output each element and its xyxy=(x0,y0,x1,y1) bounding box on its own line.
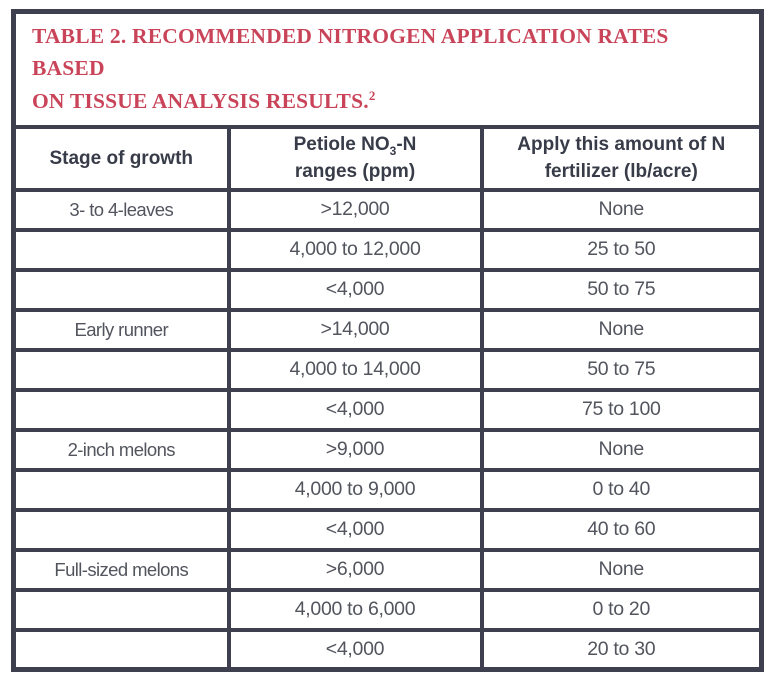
range-cell: >6,000 xyxy=(229,550,482,590)
table-title-line2: ON TISSUE ANALYSIS RESULTS. xyxy=(32,88,369,113)
table-row xyxy=(14,310,762,350)
apply-cell: 75 to 100 xyxy=(482,390,762,430)
range-cell: <4,000 xyxy=(229,270,482,310)
apply-cell: 20 to 30 xyxy=(482,630,762,670)
column-header-stage: Stage of growth xyxy=(14,127,229,190)
table-title xyxy=(14,12,762,127)
table-row xyxy=(14,230,762,270)
stage-cell xyxy=(14,590,229,630)
table-row xyxy=(14,470,762,510)
range-cell: <4,000 xyxy=(229,630,482,670)
header-petiole-sub: 3 xyxy=(389,143,397,158)
apply-cell: None xyxy=(482,190,762,230)
table-row xyxy=(14,590,762,630)
range-cell: >12,000 xyxy=(229,190,482,230)
table-row xyxy=(14,350,762,390)
range-cell: <4,000 xyxy=(229,510,482,550)
range-cell: >9,000 xyxy=(229,430,482,470)
stage-cell xyxy=(14,510,229,550)
header-petiole-post: -N xyxy=(396,133,417,155)
table-row xyxy=(14,550,762,590)
range-cell: 4,000 to 14,000 xyxy=(229,350,482,390)
header-apply-line2: fertilizer (lb/acre) xyxy=(544,161,698,183)
range-cell: 4,000 to 9,000 xyxy=(229,470,482,510)
table-row xyxy=(14,630,762,670)
header-petiole-line2: ranges (ppm) xyxy=(294,161,416,183)
apply-cell: 25 to 50 xyxy=(482,230,762,270)
stage-cell xyxy=(14,390,229,430)
footnote-marker: 2 xyxy=(368,87,376,103)
table-title-row xyxy=(14,12,762,127)
column-header-petiole-range xyxy=(229,127,482,190)
apply-cell: 50 to 75 xyxy=(482,270,762,310)
range-cell: >14,000 xyxy=(229,310,482,350)
stage-cell xyxy=(14,270,229,310)
range-cell: 4,000 to 12,000 xyxy=(229,230,482,270)
table-row xyxy=(14,270,762,310)
stage-cell: 2-inch melons xyxy=(14,430,229,470)
stage-cell xyxy=(14,230,229,270)
stage-cell: 3- to 4-leaves xyxy=(14,190,229,230)
apply-cell: None xyxy=(482,430,762,470)
table-row xyxy=(14,190,762,230)
table-row xyxy=(14,390,762,430)
table-row xyxy=(14,510,762,550)
stage-cell: Early runner xyxy=(14,310,229,350)
range-cell: 4,000 to 6,000 xyxy=(229,590,482,630)
stage-cell xyxy=(14,470,229,510)
table-row xyxy=(14,430,762,470)
table-title-line1: TABLE 2. RECOMMENDED NITROGEN APPLICATION RATES BASED xyxy=(32,24,669,81)
range-cell: <4,000 xyxy=(229,390,482,430)
header-petiole-pre: Petiole NO xyxy=(293,133,390,155)
column-header-apply-n xyxy=(482,127,762,190)
stage-cell xyxy=(14,350,229,390)
apply-cell: 50 to 75 xyxy=(482,350,762,390)
apply-cell: None xyxy=(482,310,762,350)
apply-cell: 0 to 20 xyxy=(482,590,762,630)
header-apply-line1: Apply this amount of N xyxy=(517,133,726,155)
nitrogen-rates-table xyxy=(11,9,764,672)
apply-cell: None xyxy=(482,550,762,590)
stage-cell: Full-sized melons xyxy=(14,550,229,590)
apply-cell: 40 to 60 xyxy=(482,510,762,550)
table-header-row xyxy=(14,127,762,190)
apply-cell: 0 to 40 xyxy=(482,470,762,510)
stage-cell xyxy=(14,630,229,670)
